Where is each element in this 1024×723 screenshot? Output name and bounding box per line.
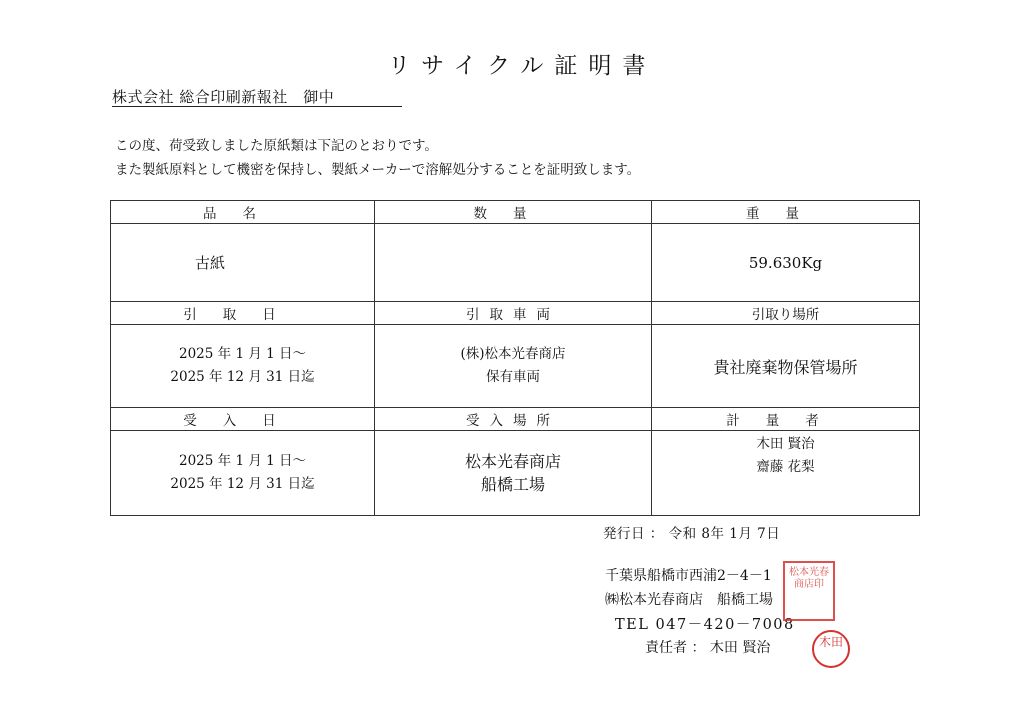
header-weigher: 計量者 (652, 408, 920, 431)
pickup-row (111, 325, 920, 408)
header-pickup-place: 引取り場所 (652, 302, 920, 325)
pickup-vehicle-cell (375, 325, 652, 408)
receipt-place-line2: 船橋工場 (480, 475, 545, 494)
header-quantity: 数量 (375, 201, 652, 224)
header-pickup-date: 引取日 (111, 302, 375, 325)
receipt-place-line1: 松本光春商店 (464, 452, 561, 471)
weight-cell: 59.630Kg (652, 224, 920, 302)
quantity-cell (375, 224, 652, 302)
certificate-table (110, 200, 920, 516)
addressee-underline (112, 106, 402, 107)
header-receipt-date: 受入日 (111, 408, 375, 431)
intro-line-1: この度、荷受致しました原紙類は下記のとおりです。 (115, 138, 438, 154)
weigher-1: 木田 賢治 (756, 436, 815, 452)
pickup-vehicle-line2: 保有車両 (486, 369, 540, 385)
company-tel: TEL 047－420－7008 (615, 617, 795, 633)
item-name-cell: 古紙 (111, 224, 375, 302)
document-title: リサイクル証明書 (387, 53, 657, 79)
receipt-date-cell (111, 431, 375, 516)
receipt-date-to: 2025 年 12 月 31 日迄 (170, 476, 315, 492)
header-receipt-place: 受入場所 (375, 408, 652, 431)
header-pickup-vehicle: 引取車両 (375, 302, 652, 325)
intro-line-2: また製紙原料として機密を保持し、製紙メーカーで溶解処分することを証明致します。 (115, 162, 641, 178)
receipt-date-from: 2025 年 1 月 1 日～ (179, 453, 306, 469)
company-name: ㈱松本光春商店 船橋工場 (605, 592, 773, 608)
pickup-date-from: 2025 年 1 月 1 日～ (179, 346, 306, 362)
company-seal-stamp: 松本光春商店印 (783, 561, 835, 621)
pickup-vehicle-line1: (株)松本光春商店 (460, 346, 566, 362)
pickup-date-to: 2025 年 12 月 31 日迄 (170, 369, 315, 385)
issue-date: 発行日 ： 令和 8年 1月 7日 (603, 526, 781, 542)
header-row-3 (111, 408, 920, 431)
item-row (111, 224, 920, 302)
weigher-cell (652, 431, 920, 516)
responsible-person: 責任者 ： 木田 賢治 (645, 640, 771, 656)
header-item-name: 品名 (111, 201, 375, 224)
personal-seal-stamp: 木田 (812, 630, 850, 668)
addressee: 株式会社 総合印刷新報社 御中 (112, 88, 335, 106)
company-address: 千葉県船橋市西浦2－4－1 (605, 568, 772, 584)
receipt-place-cell (375, 431, 652, 516)
pickup-date-cell (111, 325, 375, 408)
header-row-2 (111, 302, 920, 325)
header-row-1 (111, 201, 920, 224)
header-weight: 重量 (652, 201, 920, 224)
pickup-place-cell: 貴社廃棄物保管場所 (652, 325, 920, 408)
weigher-2: 齋藤 花梨 (756, 459, 815, 475)
receipt-row (111, 431, 920, 516)
